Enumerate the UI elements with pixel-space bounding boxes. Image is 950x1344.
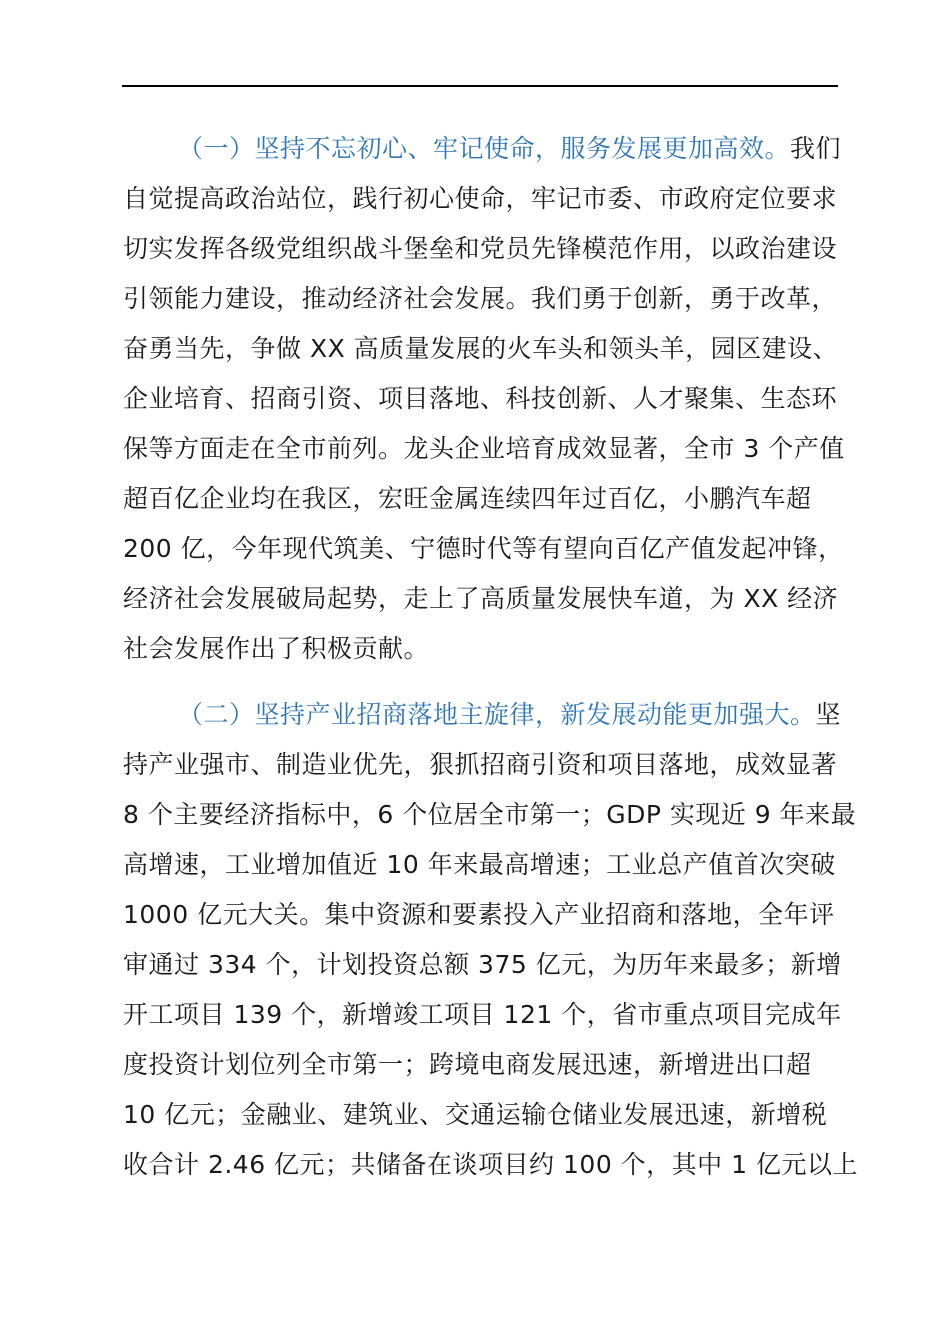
header-rule (122, 85, 838, 87)
section-1-first-line (0, 124, 950, 174)
section-2-line: 8 个主要经济指标中，6 个位居全市第一；GDP 实现近 9 年来最 (123, 800, 857, 829)
section-2-heading: （二）坚持产业招商落地主旋律，新发展动能更加强大。 (178, 700, 816, 729)
section-1-line: 超百亿企业均在我区，宏旺金属连续四年过百亿，小鹏汽车超 (123, 484, 812, 513)
section-1-line: 自觉提高政治站位，践行初心使命，牢记市委、市政府定位要求 (123, 184, 838, 213)
section-2-line: 开工项目 139 个，新增竣工项目 121 个，省市重点项目完成年 (123, 1000, 842, 1029)
section-1-line: 引领能力建设，推动经济社会发展。我们勇于创新，勇于改革， (123, 284, 838, 313)
section-2-line: 持产业强市、制造业优先，狠抓招商引资和项目落地，成效显著 (123, 750, 838, 779)
section-1-line: 切实发挥各级党组织战斗堡垒和党员先锋模范作用，以政治建设 (123, 234, 838, 263)
section-1-line: 社会发展作出了积极贡献。 (123, 634, 430, 663)
section-1-line: 经济社会发展破局起势，走上了高质量发展快车道，为 XX 经济 (123, 584, 839, 613)
section-2-line: 1000 亿元大关。集中资源和要素投入产业招商和落地，全年评 (123, 900, 835, 929)
section-2-line: 坚 (815, 700, 842, 729)
section-1-line: 企业培育、招商引资、项目落地、科技创新、人才聚集、生态环 (123, 384, 838, 413)
section-2-line: 收合计 2.46 亿元；共储备在谈项目约 100 个，其中 1 亿元以上 (123, 1150, 858, 1179)
section-1-line: 200 亿，今年现代筑美、宁德时代等有望向百亿产值发起冲锋， (123, 534, 844, 563)
section-2-first-line (0, 690, 950, 740)
section-1-line: 奋勇当先，争做 XX 高质量发展的火车头和领头羊，园区建设、 (123, 334, 839, 363)
section-1-heading: （一）坚持不忘初心、牢记使命，服务发展更加高效。 (178, 134, 791, 163)
section-2-line: 10 亿元；金融业、建筑业、交通运输仓储业发展迅速，新增税 (123, 1100, 828, 1129)
section-2-line: 审通过 334 个，计划投资总额 375 亿元，为历年来最多；新增 (123, 950, 842, 979)
section-2-line: 高增速，工业增加值近 10 年来最高增速；工业总产值首次突破 (123, 850, 836, 879)
section-2-line: 度投资计划位列全市第一；跨境电商发展迅速，新增进出口超 (123, 1050, 812, 1079)
section-1-line: 保等方面走在全市前列。龙头企业培育成效显著，全市 3 个产值 (123, 434, 845, 463)
section-1-line: 我们 (790, 134, 842, 163)
